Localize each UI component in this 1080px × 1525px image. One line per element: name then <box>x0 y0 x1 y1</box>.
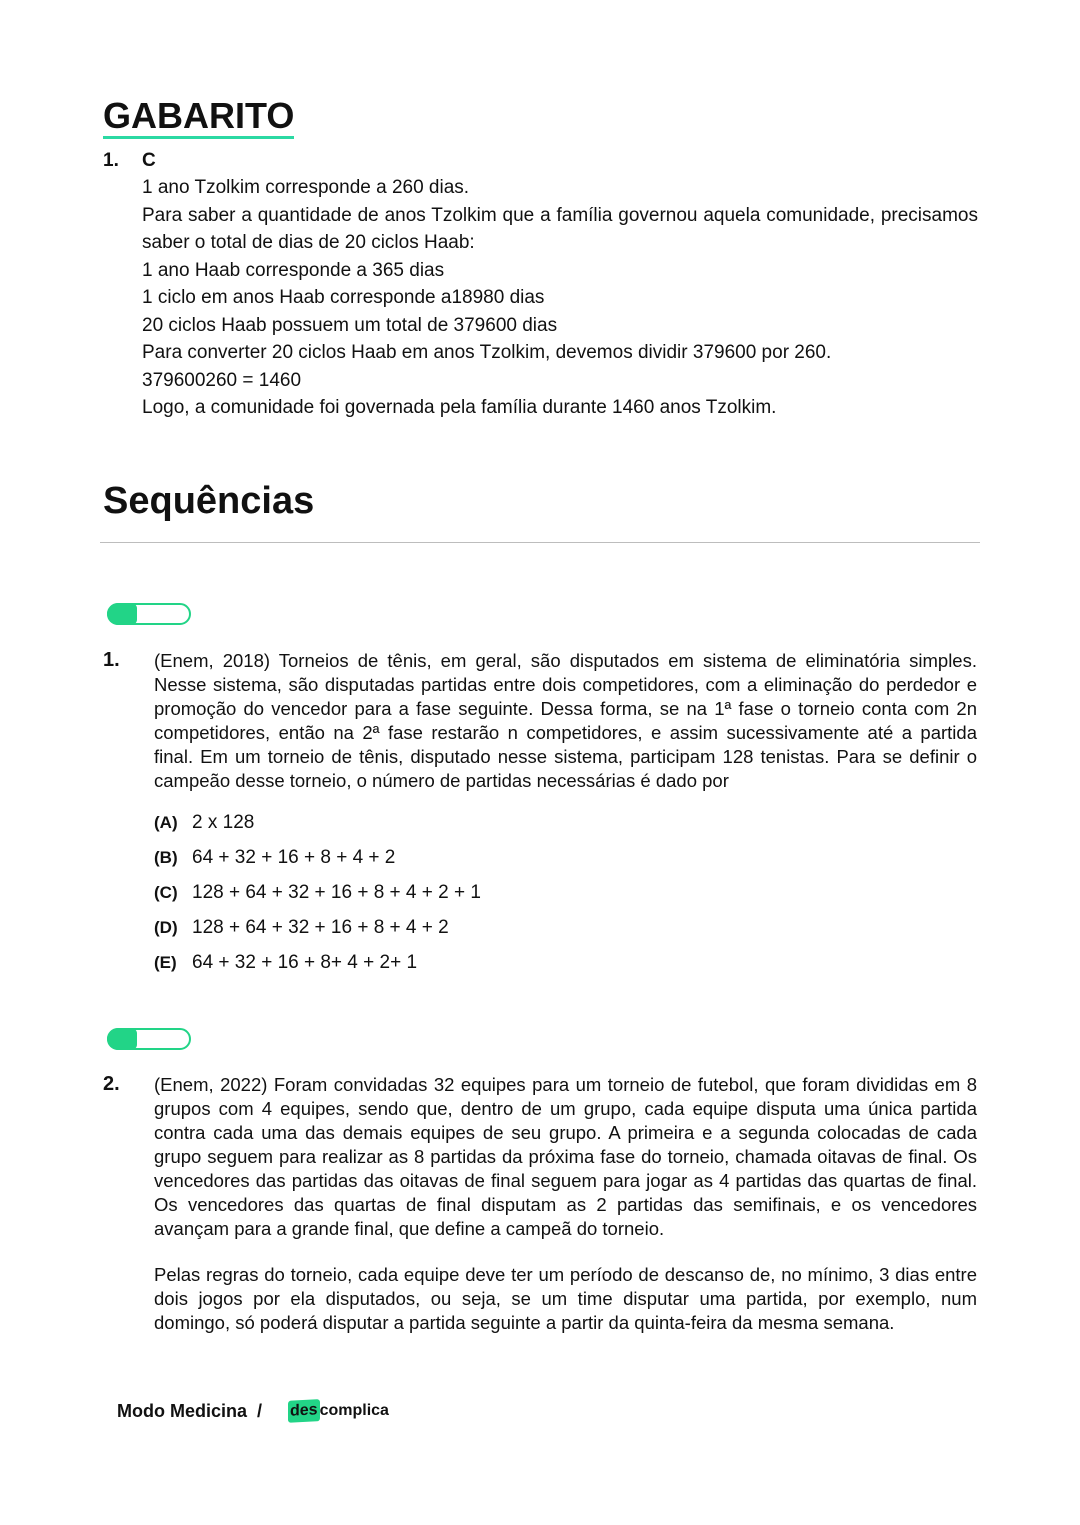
progress-toggle-icon <box>107 1028 191 1050</box>
option-b[interactable]: (B) 64 + 32 + 16 + 8 + 4 + 2 <box>154 847 396 868</box>
section-title: Sequências <box>103 480 315 522</box>
explanation-line: 379600260 = 1460 <box>142 369 302 391</box>
answer-block <box>103 148 978 422</box>
gabarito-title: GABARITO <box>103 96 294 136</box>
question-text: Pelas regras do torneio, cada equipe deve ter um período de descanso de, no mínimo, 3 dias entre dois jogos por ela disputados, ou seja, se um time disputar uma partida, por exemplo, num domingo, só poderá disputar a partida seguinte a partir da quinta-feira da mesma semana. <box>154 1264 977 1333</box>
explanation-line: Para saber a quantidade de anos Tzolkim que a família governou aquela comunidade, precisamos saber o total de dias de 20 ciclos Haab: <box>142 204 978 253</box>
footer-brand: Modo Medicina <box>117 1400 247 1421</box>
question-1 <box>103 649 977 980</box>
explanation-line: 1 ano Haab corresponde a 365 dias <box>142 259 445 281</box>
question-text: (Enem, 2018) Torneios de tênis, em geral, são disputados em sistema de eliminatória simples. Nesse sistema, são disputadas partidas entre dois competidores, com a eliminação do perdedor e promoção do vencedor para a fase seguinte. Dessa forma, se na 1ª fase o torneio conta com 2n competidores, então na 2ª fase restarão n competidores, e assim sucessivamente até a partida final. Em um torneio de tênis, disputado nesse sistema, participam 128 tenistas. Para se definir o campeão desse torneio, o número de partidas necessárias é dado por <box>154 650 977 791</box>
footer-separator: / <box>257 1400 263 1421</box>
answer-number: 1. <box>103 150 119 171</box>
question-text: (Enem, 2022) Foram convidadas 32 equipes para um torneio de futebol, que foram divididas em 8 grupos com 4 equipes, sendo que, dentro de um grupo, cada equipe disputa uma única partida contra cada uma das demais equipes de seu grupo. A primeira e a segunda colocadas de cada grupo seguem para realizar as 8 partidas da próxima fase do torneio, chamada oitavas de final. Os vencedores das partidas das oitavas de final seguem para jogar as 4 partidas das quartas de final. Os vencedores das quartas de final disputam as 2 partidas das semifinais, e os vencedores avançam para a grande final, que define a campeã do torneio. <box>154 1074 977 1239</box>
question-number: 1. <box>103 649 120 671</box>
answer-letter: C <box>142 150 156 171</box>
option-d[interactable]: (D) 128 + 64 + 32 + 16 + 8 + 4 + 2 <box>154 917 449 938</box>
option-a[interactable]: (A) 2 x 128 <box>154 812 255 833</box>
option-e[interactable]: (E) 64 + 32 + 16 + 8+ 4 + 2+ 1 <box>154 952 418 973</box>
option-c[interactable]: (C) 128 + 64 + 32 + 16 + 8 + 4 + 2 + 1 <box>154 882 481 903</box>
explanation-line: 1 ano Tzolkim corresponde a 260 dias. <box>142 177 470 198</box>
question-number: 2. <box>103 1073 120 1095</box>
explanation-line: Para converter 20 ciclos Haab em anos Tzolkim, devemos dividir 379600 por 260. <box>142 342 832 363</box>
explanation-line: 1 ciclo em anos Haab corresponde a18980 dias <box>142 287 545 308</box>
answer-explanation <box>142 174 978 422</box>
progress-toggle-icon <box>107 603 191 625</box>
question-2 <box>103 1073 977 1357</box>
explanation-line: 20 ciclos Haab possuem um total de 379600 dias <box>142 314 558 336</box>
footer <box>117 1400 389 1422</box>
descomplica-logo: des complica <box>288 1400 389 1422</box>
divider <box>100 542 980 543</box>
explanation-line: Logo, a comunidade foi governada pela família durante 1460 anos Tzolkim. <box>142 397 777 418</box>
